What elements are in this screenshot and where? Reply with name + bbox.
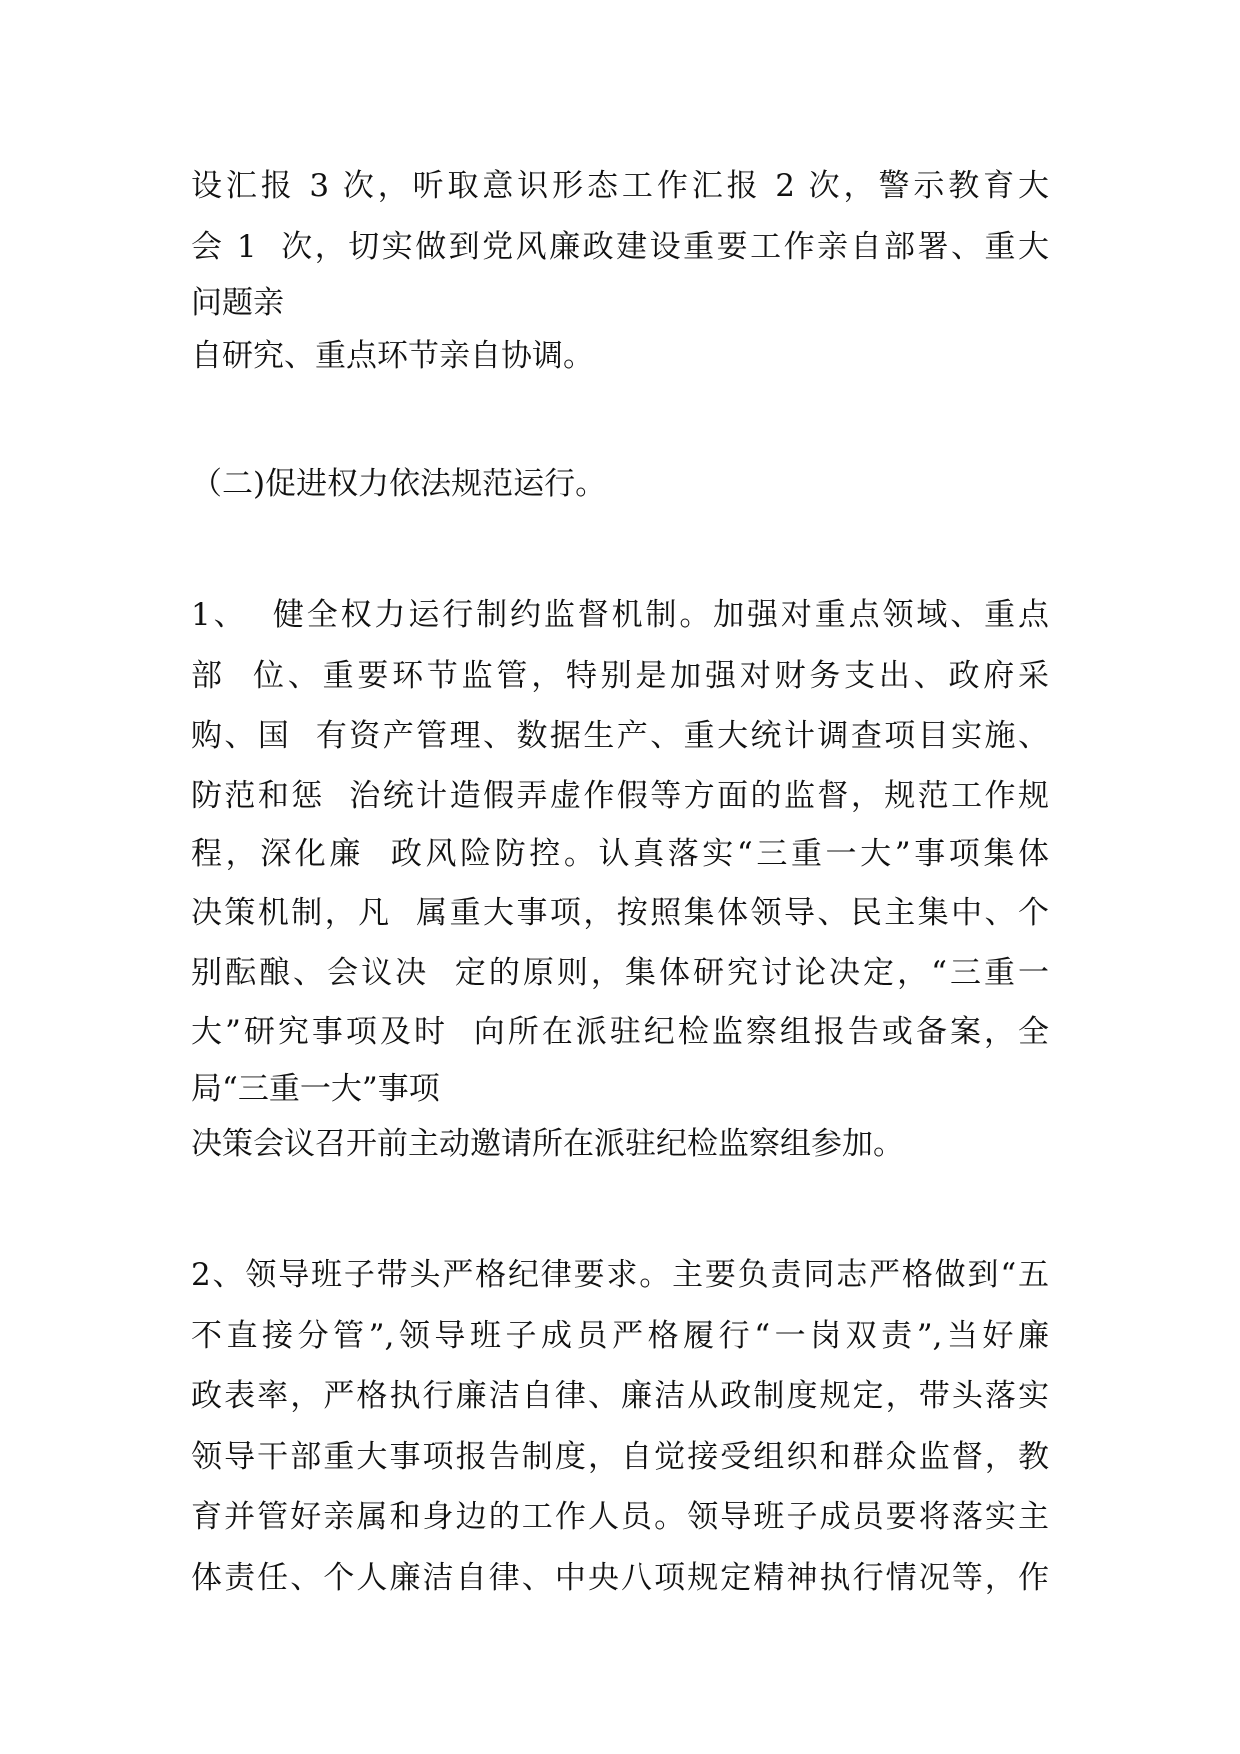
text-line: 1、 健全权力运行制约监督机制。加强对重点领域、重点 [191, 597, 1049, 633]
text-line: 局“三重一大”事项 [191, 1071, 440, 1107]
text-line: 防范和惩 治统计造假弄虚作假等方面的监督，规范工作规 [191, 778, 1049, 814]
text-line: 育并管好亲属和身边的工作人员。领导班子成员要将落实主 [191, 1499, 1049, 1535]
text-line: 决策会议召开前主动邀请所在派驻纪检监察组参加。 [191, 1126, 904, 1162]
section-heading: （二)促进权力依法规范运行。 [191, 466, 607, 502]
text-line: 设汇报 3 次，听取意识形态工作汇报 2 次，警示教育大 [191, 168, 1049, 204]
text-line: 程，深化廉 政风险防控。认真落实“三重一大”事项集体 [191, 836, 1049, 872]
text-line: 体责任、个人廉洁自律、中央八项规定精神执行情况等，作 [191, 1560, 1049, 1596]
text-line: 2、领导班子带头严格纪律要求。主要负责同志严格做到“五 [191, 1257, 1049, 1293]
text-line: 不直接分管”,领导班子成员严格履行“一岗双责”,当好廉 [191, 1318, 1049, 1354]
text-line: 部 位、重要环节监管，特别是加强对财务支出、政府采 [191, 658, 1049, 694]
text-line: 别酝酿、会议决 定的原则，集体研究讨论决定，“三重一 [191, 955, 1049, 991]
text-line: 大”研究事项及时 向所在派驻纪检监察组报告或备案，全 [191, 1014, 1049, 1050]
text-line: 会 1 次，切实做到党风廉政建设重要工作亲自部署、重大 [191, 229, 1049, 265]
text-line: 政表率，严格执行廉洁自律、廉洁从政制度规定，带头落实 [191, 1378, 1049, 1414]
text-line: 问题亲 [191, 285, 284, 321]
text-line: 自研究、重点环节亲自协调。 [191, 338, 594, 374]
text-line: 领导干部重大事项报告制度，自觉接受组织和群众监督，教 [191, 1439, 1049, 1475]
text-line: 购、国 有资产管理、数据生产、重大统计调查项目实施、 [191, 718, 1049, 754]
text-line: 决策机制，凡 属重大事项，按照集体领导、民主集中、个 [191, 895, 1049, 931]
